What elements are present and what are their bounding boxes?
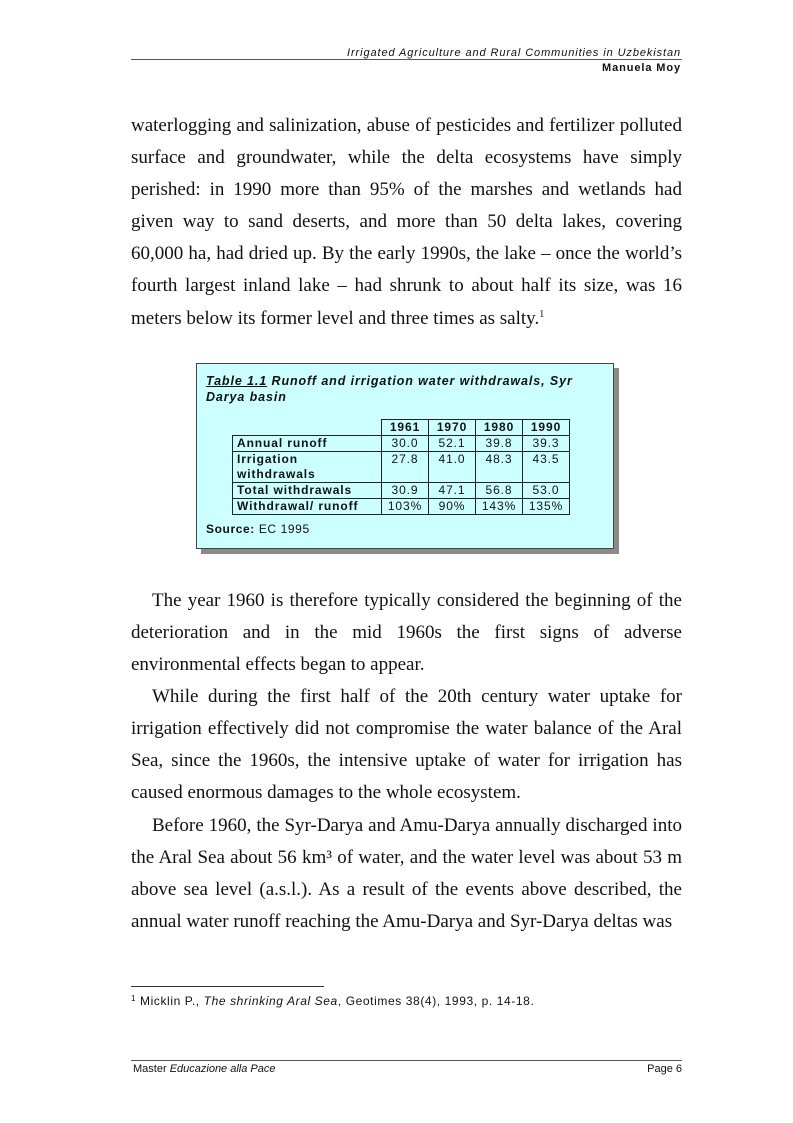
col-header: 1970: [429, 420, 476, 436]
page-number: Page 6: [647, 1063, 682, 1075]
runoff-table: [232, 419, 570, 515]
table-cell: 53.0: [523, 483, 570, 499]
row-label: Total withdrawals: [233, 483, 382, 499]
footnote-number: 1: [131, 994, 137, 1003]
paragraph-river-discharge: Before 1960, the Syr-Darya and Amu-Darya annually discharged into the Aral Sea about 56 km³ of water, and the water level was about 53 m above sea level (a.s.l.). As a result of the events above described, the annual water runoff reaching the Amu-Darya and Syr-Darya deltas was: [131, 815, 682, 933]
header-rule: [131, 59, 682, 60]
paragraph-1960-deterioration: The year 1960 is therefore typically considered the beginning of the deterioration and in the mid 1960s the first signs of adverse environmental effects began to appear.: [131, 590, 682, 676]
col-header: 1990: [523, 420, 570, 436]
table-cell: 48.3: [476, 452, 523, 483]
table-cell: 103%: [382, 499, 429, 515]
footnote-work-title: The shrinking Aral Sea: [203, 994, 338, 1008]
table-row: [233, 436, 570, 452]
table-caption: [206, 373, 606, 405]
col-header: 1961: [382, 420, 429, 436]
running-header-title: Irrigated Agriculture and Rural Communities in Uzbekistan: [347, 47, 681, 59]
footer-course-prefix: Master: [133, 1063, 170, 1075]
paragraph-irrigation-uptake: While during the first half of the 20th century water uptake for irrigation effectively did not compromise the water balance of the Aral Sea, since the 1960s, the intensive uptake of water for irrigation has caused enormous damages to the whole ecosystem.: [131, 686, 682, 804]
table-cell: 30.9: [382, 483, 429, 499]
col-header: 1980: [476, 420, 523, 436]
table-cell: 56.8: [476, 483, 523, 499]
table-cell: 135%: [523, 499, 570, 515]
table-title: Runoff and irrigation water withdrawals, Syr Darya basin: [206, 374, 573, 404]
footer-course-name: Educazione alla Pace: [169, 1063, 276, 1075]
row-label: Withdrawal/ runoff: [233, 499, 382, 515]
table-cell: 143%: [476, 499, 523, 515]
footnote: [131, 994, 534, 1008]
table-box: [196, 363, 614, 549]
footer-course: [133, 1063, 275, 1075]
table-number: Table 1.1: [206, 374, 268, 388]
footnote-author: Micklin P.,: [136, 994, 204, 1008]
table-cell: 47.1: [429, 483, 476, 499]
table-cell: 52.1: [429, 436, 476, 452]
table-row: [233, 452, 570, 483]
table-row: [233, 483, 570, 499]
table-cell: 39.3: [523, 436, 570, 452]
table-cell: 41.0: [429, 452, 476, 483]
footnote-ref: 1: [539, 308, 545, 320]
table-source: [206, 522, 310, 536]
paragraph-aral-sea-decline: [131, 110, 682, 335]
table-cell: 43.5: [523, 452, 570, 483]
footnote-citation: , Geotimes 38(4), 1993, p. 14-18.: [337, 994, 535, 1008]
row-label: Annual runoff: [233, 436, 382, 452]
table-cell: 27.8: [382, 452, 429, 483]
table-cell: 90%: [429, 499, 476, 515]
table-cell: 39.8: [476, 436, 523, 452]
table-header-row: [233, 420, 570, 436]
source-value: EC 1995: [254, 522, 310, 536]
footer-rule: [131, 1060, 682, 1061]
footnote-rule: [131, 986, 324, 987]
table-corner: [233, 420, 382, 436]
source-label: Source:: [206, 522, 255, 536]
row-label: Irrigation withdrawals: [233, 452, 382, 483]
table-cell: 30.0: [382, 436, 429, 452]
table-row: [233, 499, 570, 515]
paragraph-text: waterlogging and salinization, abuse of pesticides and fertilizer polluted surface and groundwater, while the delta ecosystems have simply perished: in 1990 more than 95% of the marshes and wetlands had given way to sand deserts, and more than 50 delta lakes, covering 60,000 ha, had dried up. By the early 1990s, the lake – once the world’s fourth largest inland lake – had shrunk to about half its size, was 16 meters below its former level and three times as salty.: [131, 115, 682, 329]
running-header-author: Manuela Moy: [602, 62, 681, 74]
